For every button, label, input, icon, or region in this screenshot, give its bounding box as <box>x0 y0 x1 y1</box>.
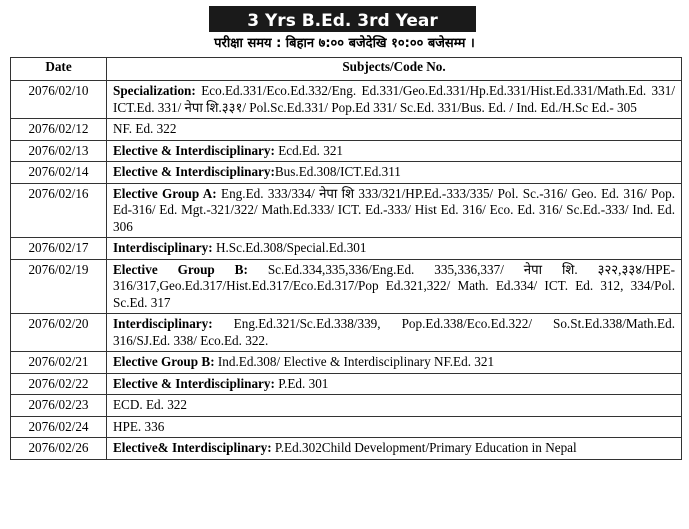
subject-codes: Eng.Ed.321/Sc.Ed.338/339, Pop.Ed.338/Eco.Ed.322/ So.St.Ed.338/Math.Ed. 316/SJ.Ed. 338/ Eco.Ed. 322. <box>113 316 675 348</box>
subjects-cell <box>107 140 682 162</box>
date-cell: 2076/02/26 <box>11 438 107 460</box>
subject-group-label: Interdisciplinary: <box>113 240 213 255</box>
subject-codes: P.Ed. 301 <box>274 375 329 391</box>
date-cell: 2076/02/19 <box>11 259 107 314</box>
subject-codes: Ind.Ed.308/ Elective & Interdisciplinary NF.Ed. 321 <box>214 354 495 369</box>
subjects-column-header: Subjects/Code No. <box>107 58 682 81</box>
subject-group-label: Specialization: <box>113 83 196 98</box>
subjects-cell <box>107 119 682 141</box>
table-header-row <box>11 58 682 81</box>
table-row <box>11 238 682 260</box>
subjects-cell <box>107 259 682 314</box>
table-row <box>11 162 682 184</box>
date-cell: 2076/02/13 <box>11 140 107 162</box>
subjects-cell <box>107 373 682 395</box>
subjects-cell <box>107 183 682 238</box>
subjects-cell <box>107 81 682 119</box>
subject-codes: H.Sc.Ed.308/Special.Ed.301 <box>212 240 367 255</box>
subjects-cell <box>107 438 682 460</box>
subject-group-label: Elective Group A: <box>113 185 217 201</box>
date-cell: 2076/02/16 <box>11 183 107 238</box>
subject-group-label: Elective & Interdisciplinary: <box>113 375 275 391</box>
date-cell: 2076/02/24 <box>11 416 107 438</box>
subject-codes: NF. Ed. 322 <box>113 121 177 136</box>
subject-group-label: Interdisciplinary: <box>113 316 213 331</box>
subject-codes: Ecd.Ed. 321 <box>274 142 344 158</box>
table-row <box>11 119 682 141</box>
table-row <box>11 373 682 395</box>
date-cell: 2076/02/21 <box>11 352 107 374</box>
date-cell: 2076/02/14 <box>11 162 107 184</box>
date-cell: 2076/02/17 <box>11 238 107 260</box>
subject-group-label: Elective & Interdisciplinary: <box>113 142 275 158</box>
date-cell: 2076/02/22 <box>11 373 107 395</box>
date-cell: 2076/02/12 <box>11 119 107 141</box>
subject-codes: Eco.Ed.331/Eco.Ed.332/Eng. Ed.331/Geo.Ed.331/Hp.Ed.331/Hist.Ed.331/Math.Ed. 331/ ICT.Ed. 331/ नेपा शि.३३१/ Pol.Sc.Ed.331/ Pop.Ed 331/ Sc.Ed. 331/Bus. Ed. / Ind. Ed./H.Sc Ed.- 305 <box>113 83 675 115</box>
subject-group-label: Elective Group B: <box>113 354 215 369</box>
table-row <box>11 81 682 119</box>
subject-group-label: Elective Group B: <box>113 261 248 277</box>
date-cell: 2076/02/23 <box>11 395 107 417</box>
table-row <box>11 416 682 438</box>
subject-codes: HPE. 336 <box>113 418 165 434</box>
subject-group-label: Elective & Interdisciplinary: <box>113 164 275 179</box>
subjects-cell <box>107 416 682 438</box>
date-cell: 2076/02/20 <box>11 314 107 352</box>
subject-codes: ECD. Ed. 322 <box>113 397 187 412</box>
page-title: 3 Yrs B.Ed. 3rd Year <box>209 6 476 32</box>
subject-codes: Sc.Ed.334,335,336/Eng.Ed. 335,336,337/ नेपा शि. ३२२,३३४/HPE-316/317,Geo.Ed.317/Hist.Ed.317/Eco.Ed.317/Pop Ed.321,322/ Math. Ed.334/ ICT. Ed. 312, 334/Pol. Sc.Ed. 317 <box>113 261 675 310</box>
subjects-cell <box>107 314 682 352</box>
subject-codes: Eng.Ed. 333/334/ नेपा शि 333/321/HP.Ed.-333/335/ Pol. Sc.-316/ Geo. Ed. 316/ Pop. Ed-316/ Ed. Mgt.-321/322/ Math.Ed.333/ ICT. Ed.-333/ Hist Ed. 316/ Eco. Ed. 316/ Sc.Ed.-333/ Ind. Ed. 306 <box>113 185 675 234</box>
subject-group-label: Elective& Interdisciplinary: <box>113 440 272 455</box>
table-row <box>11 259 682 314</box>
subjects-cell <box>107 395 682 417</box>
subjects-cell <box>107 352 682 374</box>
exam-time-subtitle: परीक्षा समय : बिहान ७:०० बजेदेखि १०:०० बजेसम्म । <box>214 36 475 51</box>
exam-schedule-table <box>10 57 682 460</box>
date-cell: 2076/02/10 <box>11 81 107 119</box>
table-row <box>11 183 682 238</box>
subjects-cell <box>107 238 682 260</box>
subjects-cell <box>107 162 682 184</box>
table-row <box>11 395 682 417</box>
table-row <box>11 438 682 460</box>
subject-codes: P.Ed.302Child Development/Primary Education in Nepal <box>271 440 577 455</box>
subject-codes: Bus.Ed.308/ICT.Ed.311 <box>274 164 401 179</box>
table-row <box>11 352 682 374</box>
table-row <box>11 314 682 352</box>
date-column-header: Date <box>11 58 107 81</box>
table-row <box>11 140 682 162</box>
